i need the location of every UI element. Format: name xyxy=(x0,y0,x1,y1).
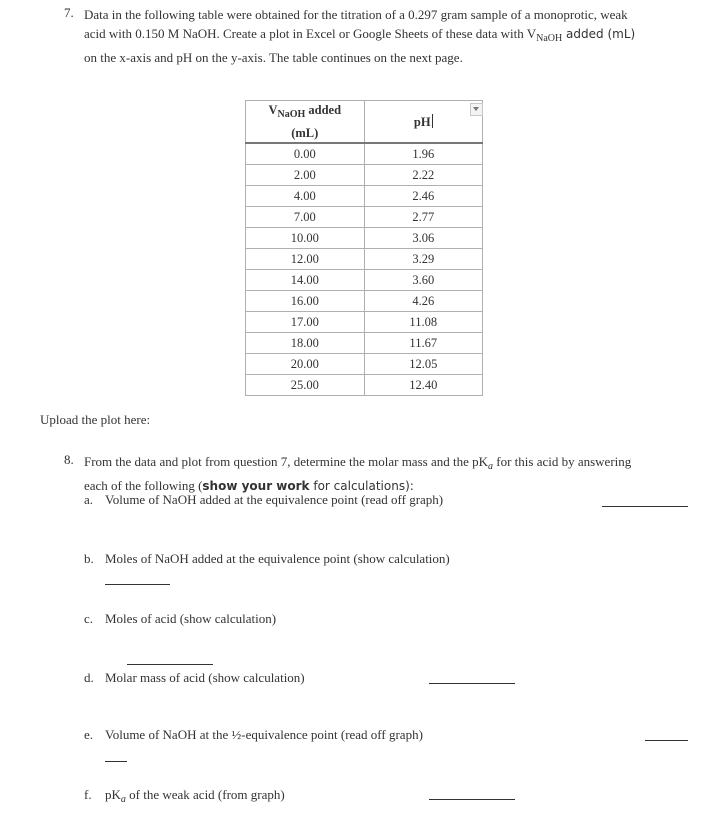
ph-cell[interactable]: 3.60 xyxy=(364,270,482,291)
table-row xyxy=(246,333,483,354)
volume-cell[interactable]: 14.00 xyxy=(246,270,365,291)
column-dropdown-icon[interactable] xyxy=(470,103,483,116)
volume-cell[interactable]: 0.00 xyxy=(246,143,365,165)
ph-cell[interactable]: 2.46 xyxy=(364,186,482,207)
question-7-line-3: on the x-axis and pH on the y-axis. The table continues on the next page. xyxy=(84,50,463,65)
ph-cell[interactable]: 1.96 xyxy=(364,143,482,165)
item-e-letter: e. xyxy=(84,727,94,742)
ph-cell[interactable]: 11.08 xyxy=(364,312,482,333)
ph-cell[interactable]: 3.06 xyxy=(364,228,482,249)
table-row xyxy=(246,270,483,291)
item-f-letter: f. xyxy=(84,787,92,802)
table-body xyxy=(246,143,483,396)
column-header-ph[interactable]: pH xyxy=(364,101,482,144)
item-d-text: Molar mass of acid (show calculation) xyxy=(105,670,305,685)
question-7-line-1: Data in the following table were obtained for the titration of a 0.297 gram sample of a monoprotic, weak xyxy=(84,7,628,22)
question-8-text xyxy=(84,452,694,496)
item-c-letter: c. xyxy=(84,611,94,626)
ph-cell[interactable]: 4.26 xyxy=(364,291,482,312)
question-8-line-1: From the data and plot from question 7, determine the molar mass and the $pK_a$ for this acid by answering xyxy=(84,454,632,472)
volume-cell[interactable]: 4.00 xyxy=(246,186,365,207)
ph-cell[interactable]: 11.67 xyxy=(364,333,482,354)
table-row xyxy=(246,375,483,396)
ph-cell[interactable]: 3.29 xyxy=(364,249,482,270)
item-a-letter: a. xyxy=(84,492,94,507)
answer-line-e[interactable] xyxy=(645,740,688,741)
question-8-number: 8. xyxy=(64,452,74,467)
volume-cell[interactable]: 18.00 xyxy=(246,333,365,354)
item-b-letter: b. xyxy=(84,551,94,566)
item-e-text: Volume of NaOH at the ½-equivalence point (read off graph) xyxy=(105,727,423,742)
answer-line-c[interactable] xyxy=(127,664,213,665)
item-a-text: Volume of NaOH added at the equivalence point (read off graph) xyxy=(105,492,444,507)
table-row xyxy=(246,228,483,249)
ph-cell[interactable]: 2.77 xyxy=(364,207,482,228)
question-7-text xyxy=(84,5,694,67)
titration-data-table xyxy=(245,100,483,396)
table-row xyxy=(246,312,483,333)
answer-line-e-continued[interactable] xyxy=(105,761,127,762)
table-row xyxy=(246,249,483,270)
text-cursor xyxy=(432,114,433,128)
ph-cell[interactable]: 12.05 xyxy=(364,354,482,375)
item-d-letter: d. xyxy=(84,670,94,685)
answer-line-a[interactable] xyxy=(602,506,688,507)
upload-label: Upload the plot here: xyxy=(40,412,151,427)
volume-cell[interactable]: 16.00 xyxy=(246,291,365,312)
answer-line-f[interactable] xyxy=(429,799,515,800)
volume-cell[interactable]: 2.00 xyxy=(246,165,365,186)
ph-cell[interactable]: 12.40 xyxy=(364,375,482,396)
volume-cell[interactable]: 17.00 xyxy=(246,312,365,333)
volume-cell[interactable]: 25.00 xyxy=(246,375,365,396)
answer-line-d[interactable] xyxy=(429,683,515,684)
table-row xyxy=(246,143,483,165)
volume-cell[interactable]: 10.00 xyxy=(246,228,365,249)
table-row xyxy=(246,186,483,207)
ph-cell[interactable]: 2.22 xyxy=(364,165,482,186)
volume-cell[interactable]: 12.00 xyxy=(246,249,365,270)
table-row xyxy=(246,207,483,228)
question-8-line-2: each of the following (show your work for calculations): xyxy=(84,478,414,493)
volume-cell[interactable]: 20.00 xyxy=(246,354,365,375)
question-7-line-2: acid with 0.150 M NaOH. Create a plot in Excel or Google Sheets of these data with $V_{NaOH}$ added (mL) xyxy=(84,26,636,44)
table-row xyxy=(246,291,483,312)
item-c-text: Moles of acid (show calculation) xyxy=(105,611,277,626)
table-row xyxy=(246,354,483,375)
answer-line-b[interactable] xyxy=(105,584,170,585)
column-header-volume: $V_{NaOH}$ added (mL) xyxy=(246,101,365,144)
question-7-number: 7. xyxy=(64,5,74,20)
table-row xyxy=(246,165,483,186)
item-b-text: Moles of NaOH added at the equivalence point (show calculation) xyxy=(105,551,450,566)
volume-cell[interactable]: 7.00 xyxy=(246,207,365,228)
item-f-text: $pK_a$ of the weak acid (from graph) xyxy=(105,787,285,805)
